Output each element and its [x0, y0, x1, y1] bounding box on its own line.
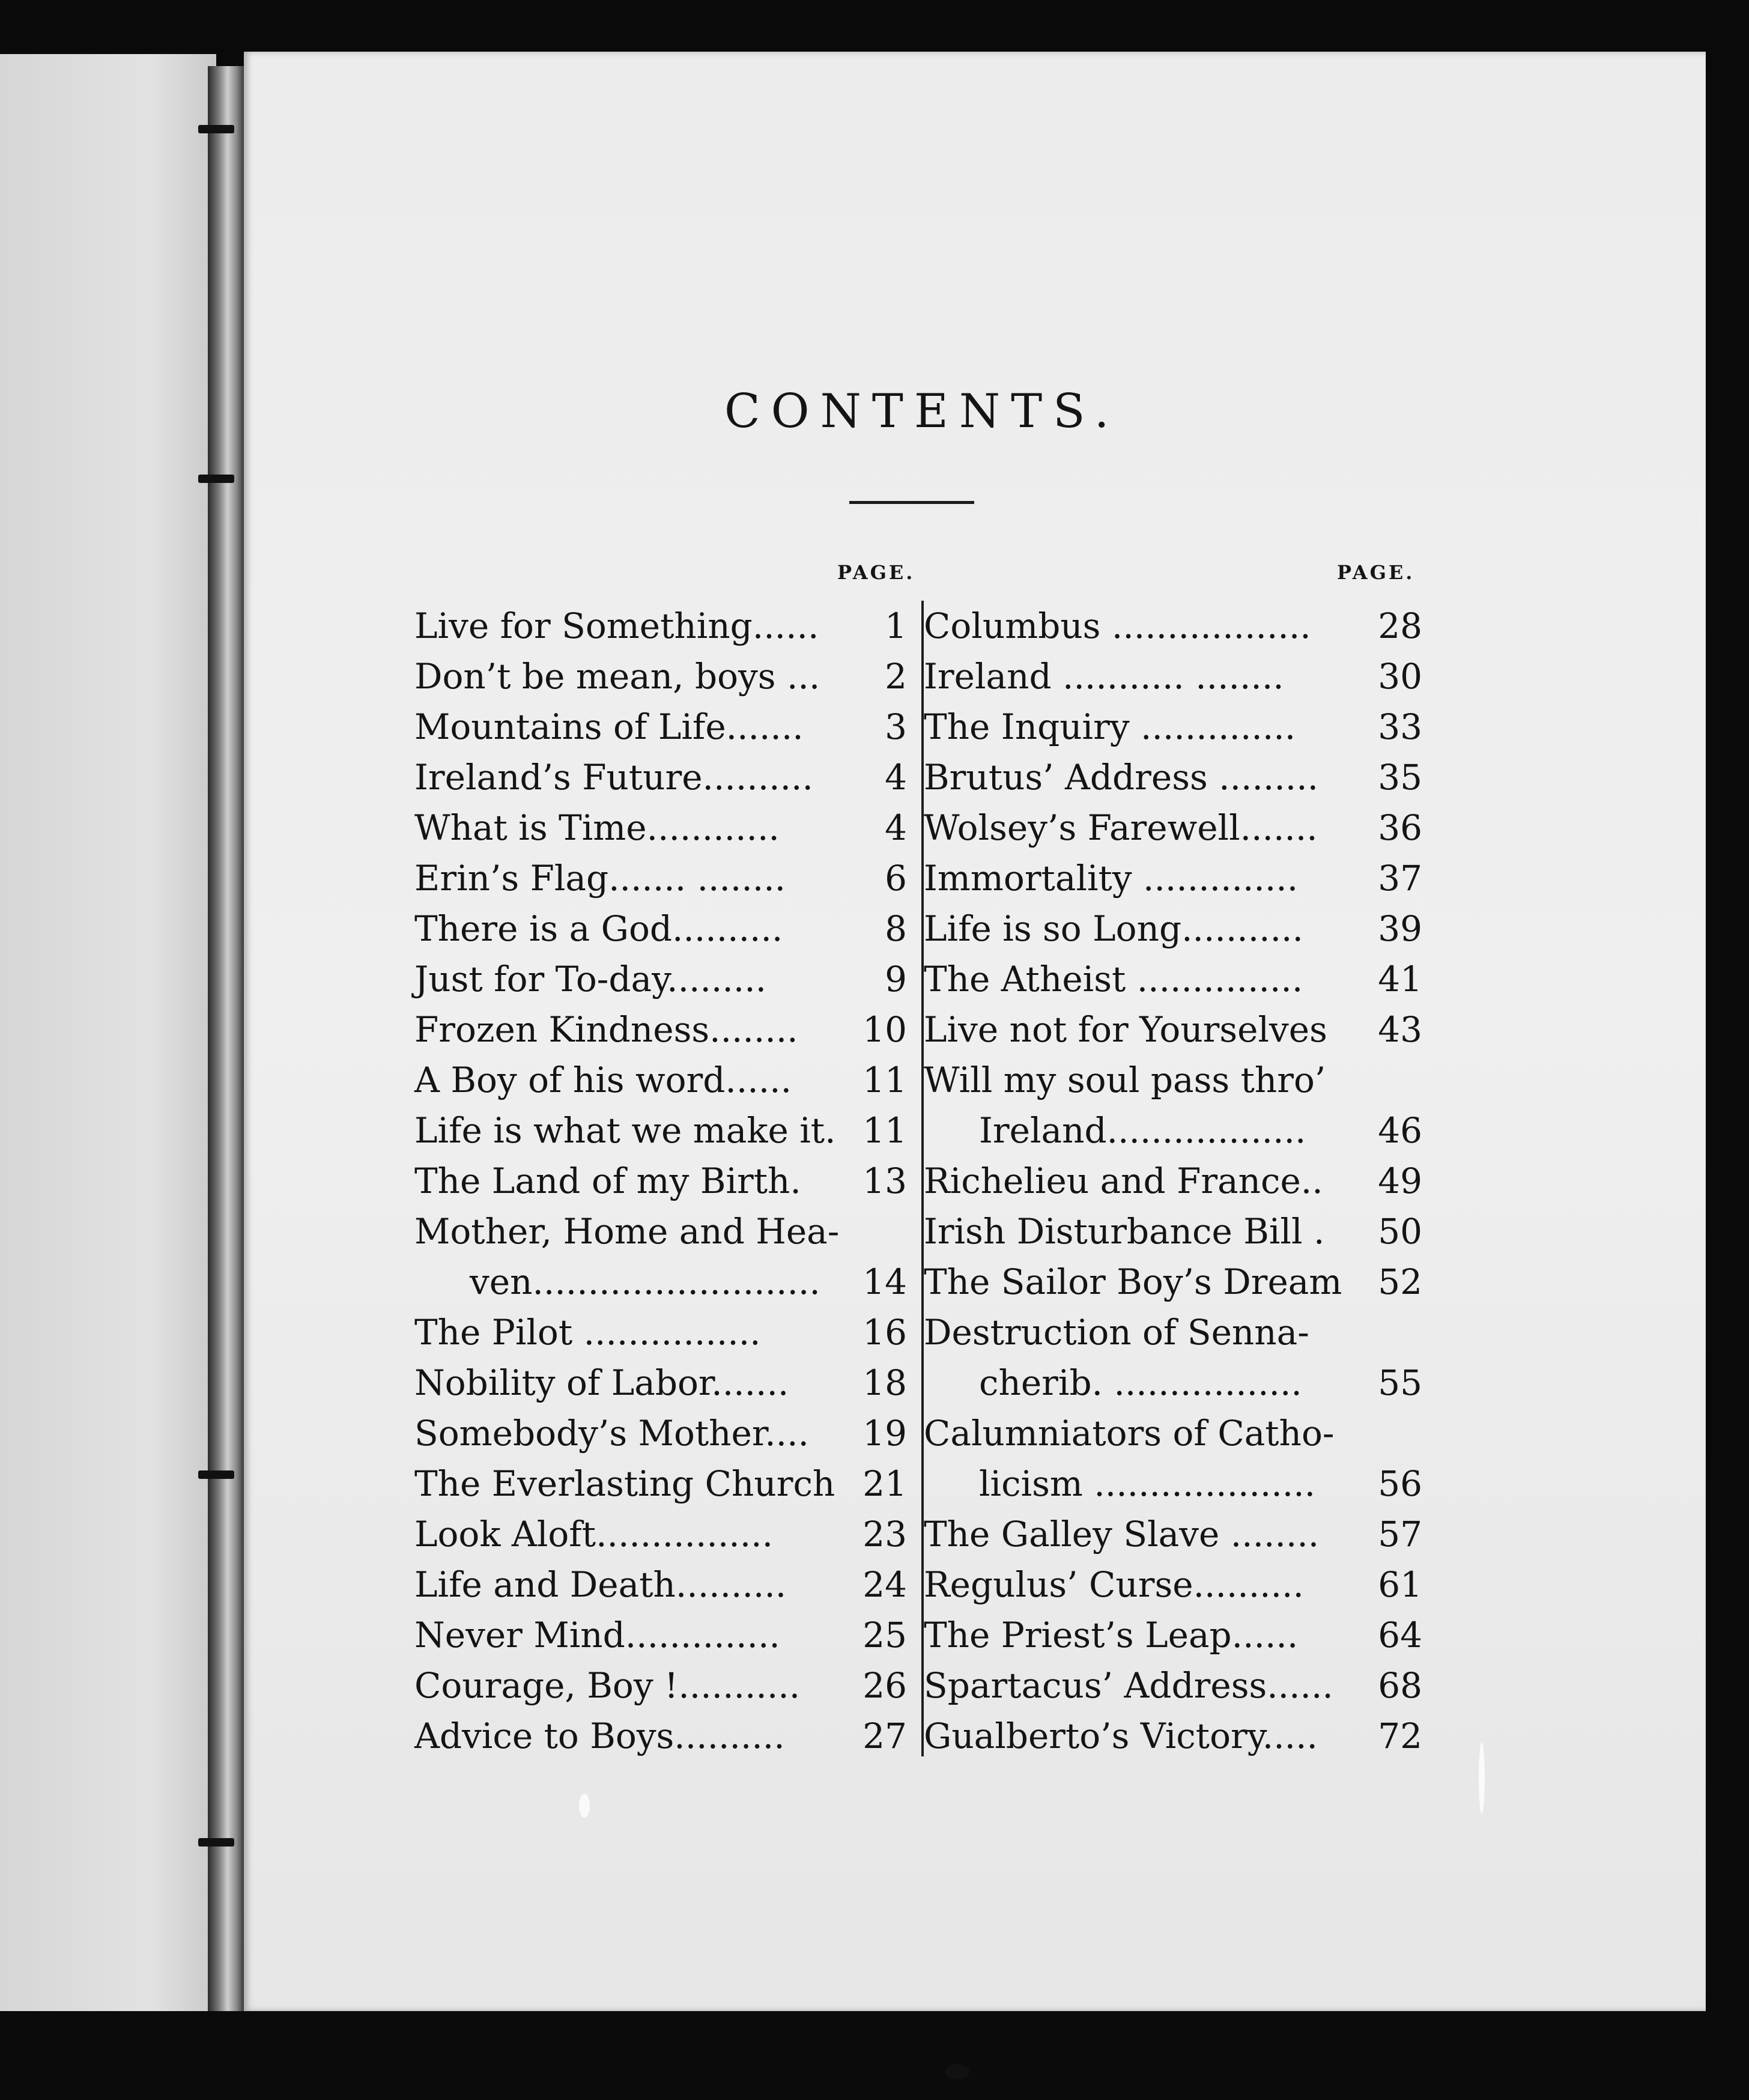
contents-column-left	[414, 601, 913, 1761]
entry-page-number: 19	[862, 1413, 907, 1454]
entry-title: Mother, Home and Hea-	[414, 1211, 840, 1252]
entry-page-number: 43	[1378, 1009, 1422, 1050]
entry-title: What is Time............	[414, 807, 780, 848]
scan-speck	[579, 1794, 590, 1818]
entry-title: The Sailor Boy’s Dream	[924, 1261, 1342, 1302]
entry-title: Look Aloft................	[414, 1514, 774, 1555]
entry-page-number: 11	[862, 1060, 907, 1100]
entry-title: Ireland’s Future..........	[414, 757, 813, 798]
entry-title: A Boy of his word......	[414, 1060, 792, 1100]
contents-entry	[414, 1458, 913, 1509]
entry-page-number: 39	[1378, 908, 1422, 949]
contents-entry	[924, 1458, 1422, 1509]
entry-title: licism ....................	[979, 1463, 1316, 1504]
entry-title: Mountains of Life.......	[414, 706, 804, 747]
entry-title: Ireland..................	[979, 1110, 1306, 1151]
contents-entry	[924, 752, 1422, 803]
entry-page-number: 41	[1378, 959, 1422, 1000]
entry-title: Frozen Kindness........	[414, 1009, 798, 1050]
entry-title: The Priest’s Leap......	[924, 1615, 1299, 1655]
contents-entry	[924, 651, 1422, 702]
contents-entry	[414, 1105, 913, 1156]
entry-page-number: 56	[1378, 1463, 1422, 1504]
entry-title: Just for To-day.........	[414, 959, 767, 1000]
contents-entry	[414, 1206, 913, 1257]
entry-page-number: 36	[1378, 807, 1422, 848]
contents-entry	[924, 702, 1422, 752]
entry-title: Life is so Long...........	[924, 908, 1303, 949]
contents-entry	[924, 803, 1422, 853]
entry-page-number: 35	[1378, 757, 1422, 798]
entry-title: The Atheist ...............	[924, 959, 1303, 1000]
contents-entry	[924, 1610, 1422, 1660]
entry-title: The Inquiry ..............	[924, 706, 1296, 747]
entry-page-number: 64	[1378, 1615, 1422, 1655]
entry-title: Wolsey’s Farewell.......	[924, 807, 1318, 848]
entry-page-number: 9	[885, 959, 907, 1000]
contents-entry	[924, 1509, 1422, 1559]
contents-entry	[414, 1307, 913, 1358]
contents-entry	[924, 1711, 1422, 1761]
contents-entry	[414, 1711, 913, 1761]
binding-stitch	[198, 475, 234, 483]
entry-page-number: 28	[1378, 605, 1422, 646]
entry-title: Ireland ........... ........	[924, 656, 1284, 697]
contents-entry	[924, 954, 1422, 1004]
binding-stitch	[198, 125, 234, 133]
entry-title: Columbus ..................	[924, 605, 1311, 646]
entry-page-number: 37	[1378, 858, 1422, 899]
entry-title: Spartacus’ Address......	[924, 1665, 1333, 1706]
entry-title: Never Mind..............	[414, 1615, 780, 1655]
entry-page-number: 13	[862, 1161, 907, 1201]
scan-background-bottom	[0, 2011, 1749, 2100]
page-column-heading-left: PAGE.	[837, 561, 915, 584]
entry-title: Gualberto’s Victory.....	[924, 1716, 1318, 1756]
contents-entry	[924, 1055, 1422, 1105]
entry-title: Nobility of Labor.......	[414, 1362, 789, 1403]
entry-page-number: 3	[885, 706, 907, 747]
entry-title: Destruction of Senna-	[924, 1312, 1309, 1353]
entry-page-number: 25	[862, 1615, 907, 1655]
entry-page-number: 52	[1378, 1261, 1422, 1302]
contents-entry	[414, 1610, 913, 1660]
entry-page-number: 10	[862, 1009, 907, 1050]
entry-title: cherib. .................	[979, 1362, 1302, 1403]
entry-page-number: 61	[1378, 1564, 1422, 1605]
entry-title: Richelieu and France..	[924, 1161, 1323, 1201]
scan-speck	[945, 2064, 969, 2080]
contents-entry	[924, 1307, 1422, 1358]
contents-entry	[924, 1206, 1422, 1257]
entry-page-number: 24	[862, 1564, 907, 1605]
entry-title: Life is what we make it.	[414, 1110, 836, 1151]
binding-stitch	[198, 1838, 234, 1847]
entry-title: Will my soul pass thro’	[924, 1060, 1326, 1100]
contents-entry	[414, 1004, 913, 1055]
entry-page-number: 68	[1378, 1665, 1422, 1706]
entry-page-number: 27	[862, 1716, 907, 1756]
contents-entry	[414, 1509, 913, 1559]
contents-entry	[924, 1004, 1422, 1055]
entry-title: The Everlasting Church	[414, 1463, 835, 1504]
entry-page-number: 2	[885, 656, 907, 697]
entry-page-number: 55	[1378, 1362, 1422, 1403]
contents-column-right	[924, 601, 1422, 1761]
scan-speck	[1479, 1742, 1485, 1814]
contents-entry	[924, 1660, 1422, 1711]
contents-entry	[414, 903, 913, 954]
entry-page-number: 14	[862, 1261, 907, 1302]
entry-page-number: 21	[862, 1463, 907, 1504]
contents-entry	[924, 601, 1422, 651]
entry-page-number: 16	[862, 1312, 907, 1353]
entry-title: Life and Death..........	[414, 1564, 787, 1605]
page-column-heading-right: PAGE.	[1337, 561, 1415, 584]
contents-entry	[414, 1055, 913, 1105]
entry-title: The Pilot ................	[414, 1312, 761, 1353]
contents-entry	[924, 1156, 1422, 1206]
entry-page-number: 6	[885, 858, 907, 899]
contents-entry	[414, 803, 913, 853]
contents-entry	[924, 1257, 1422, 1307]
contents-entry	[414, 601, 913, 651]
entry-page-number: 26	[862, 1665, 907, 1706]
entry-title: Advice to Boys..........	[414, 1716, 785, 1756]
entry-page-number: 30	[1378, 656, 1422, 697]
contents-entry	[924, 853, 1422, 903]
entry-page-number: 11	[862, 1110, 907, 1151]
entry-title: There is a God..........	[414, 908, 783, 949]
entry-title: Calumniators of Catho-	[924, 1413, 1335, 1454]
entry-title: Courage, Boy !...........	[414, 1665, 801, 1706]
entry-title: Erin’s Flag....... ........	[414, 858, 786, 899]
entry-page-number: 72	[1378, 1716, 1422, 1756]
contents-entry	[414, 1408, 913, 1458]
entry-title: Brutus’ Address .........	[924, 757, 1319, 798]
entry-page-number: 1	[885, 605, 907, 646]
entry-title: Don’t be mean, boys ...	[414, 656, 820, 697]
entry-page-number: 18	[862, 1362, 907, 1403]
page-title: CONTENTS.	[724, 384, 1120, 439]
entry-page-number: 8	[885, 908, 907, 949]
entry-page-number: 4	[885, 757, 907, 798]
entry-page-number: 46	[1378, 1110, 1422, 1151]
entry-page-number: 33	[1378, 706, 1422, 747]
contents-entry	[414, 702, 913, 752]
entry-page-number: 4	[885, 807, 907, 848]
entry-page-number: 50	[1378, 1211, 1422, 1252]
contents-entry	[924, 1559, 1422, 1610]
left-page-fragment	[0, 54, 216, 2024]
contents-entry	[414, 954, 913, 1004]
contents-entry	[414, 1559, 913, 1610]
contents-entry	[414, 1156, 913, 1206]
entry-page-number: 57	[1378, 1514, 1422, 1555]
entry-title: ven..........................	[470, 1261, 820, 1302]
contents-entry	[414, 1660, 913, 1711]
contents-entry	[414, 1257, 913, 1307]
entry-title: Regulus’ Curse..........	[924, 1564, 1304, 1605]
contents-entry	[924, 1358, 1422, 1408]
entry-page-number: 49	[1378, 1161, 1422, 1201]
contents-entry	[924, 1408, 1422, 1458]
contents-entry	[924, 903, 1422, 954]
entry-title: Live not for Yourselves	[924, 1009, 1327, 1050]
entry-title: Immortality ..............	[924, 858, 1299, 899]
entry-title: The Galley Slave ........	[924, 1514, 1320, 1555]
book-spine	[208, 66, 244, 2012]
entry-page-number: 23	[862, 1514, 907, 1555]
entry-title: Irish Disturbance Bill .	[924, 1211, 1325, 1252]
contents-entry	[924, 1105, 1422, 1156]
contents-entry	[414, 1358, 913, 1408]
binding-stitch	[198, 1470, 234, 1479]
contents-entry	[414, 651, 913, 702]
contents-entry	[414, 853, 913, 903]
entry-title: The Land of my Birth.	[414, 1161, 801, 1201]
entry-title: Live for Something......	[414, 605, 819, 646]
title-rule	[849, 501, 974, 504]
entry-title: Somebody’s Mother....	[414, 1413, 809, 1454]
contents-entry	[414, 752, 913, 803]
